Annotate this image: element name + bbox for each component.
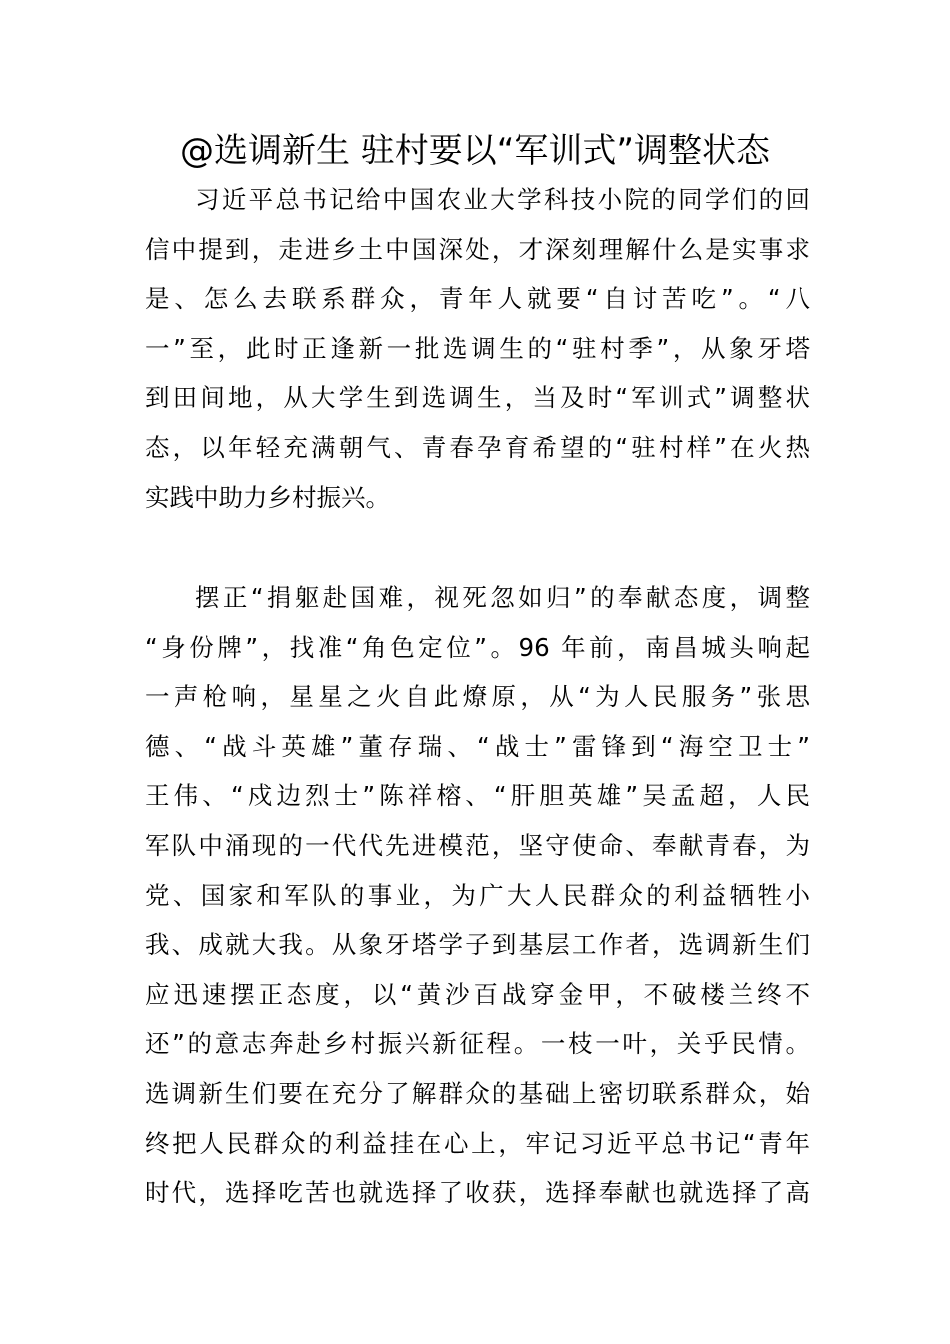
text-line: 王伟、“戍边烈士”陈祥榕、“肝胆英雄”吴孟超，人民 bbox=[145, 781, 810, 811]
text-line: 摆正“捐躯赴国难，视死忽如归”的奉献态度，调整 bbox=[195, 583, 810, 612]
text-line: 选调新生们要在充分了解群众的基础上密切联系群众，始 bbox=[145, 1078, 810, 1108]
text-line: 到田间地，从大学生到选调生，当及时“军训式”调整状 bbox=[145, 383, 810, 413]
text-line: 还”的意志奔赴乡村振兴新征程。一枝一叶，关乎民情。 bbox=[145, 1029, 810, 1059]
paragraph-body bbox=[145, 573, 810, 1218]
text-line: 应迅速摆正态度，以“黄沙百战穿金甲，不破楼兰终不 bbox=[145, 979, 810, 1009]
text-line: 信中提到，走进乡土中国深处，才深刻理解什么是实事求 bbox=[145, 234, 810, 264]
text-line: 一”至，此时正逢新一批选调生的“驻村季”，从象牙塔 bbox=[145, 333, 810, 363]
text-line: 实践中助力乡村振兴。 bbox=[145, 482, 390, 512]
text-line: 是、怎么去联系群众，青年人就要“自讨苦吃”。“八 bbox=[145, 284, 810, 314]
text-line: 态，以年轻充满朝气、青春孕育希望的“驻村样”在火热 bbox=[145, 432, 810, 462]
document-title: @选调新生 驻村要以“军训式”调整状态 bbox=[179, 131, 771, 171]
text-line: 我、成就大我。从象牙塔学子到基层工作者，选调新生们 bbox=[145, 930, 810, 960]
text-line: 一声枪响，星星之火自此燎原，从“为人民服务”张思 bbox=[145, 682, 810, 712]
text-line: 党、国家和军队的事业，为广大人民群众的利益牺牲小 bbox=[145, 880, 810, 910]
text-line: 军队中涌现的一代代先进模范，坚守使命、奉献青春，为 bbox=[145, 830, 810, 860]
text-line: 时代，选择吃苦也就选择了收获，选择奉献也就选择了高 bbox=[145, 1178, 810, 1208]
paragraph-intro bbox=[145, 175, 810, 522]
text-line: 终把人民群众的利益挂在心上，牢记习近平总书记“青年 bbox=[145, 1128, 810, 1158]
text-line: 德、“战斗英雄”董存瑞、“战士”雷锋到“海空卫士” bbox=[145, 731, 810, 761]
text-line: 习近平总书记给中国农业大学科技小院的同学们的回 bbox=[195, 185, 810, 214]
text-line: “身份牌”，找准“角色定位”。96 年前，南昌城头响起 bbox=[145, 632, 810, 662]
